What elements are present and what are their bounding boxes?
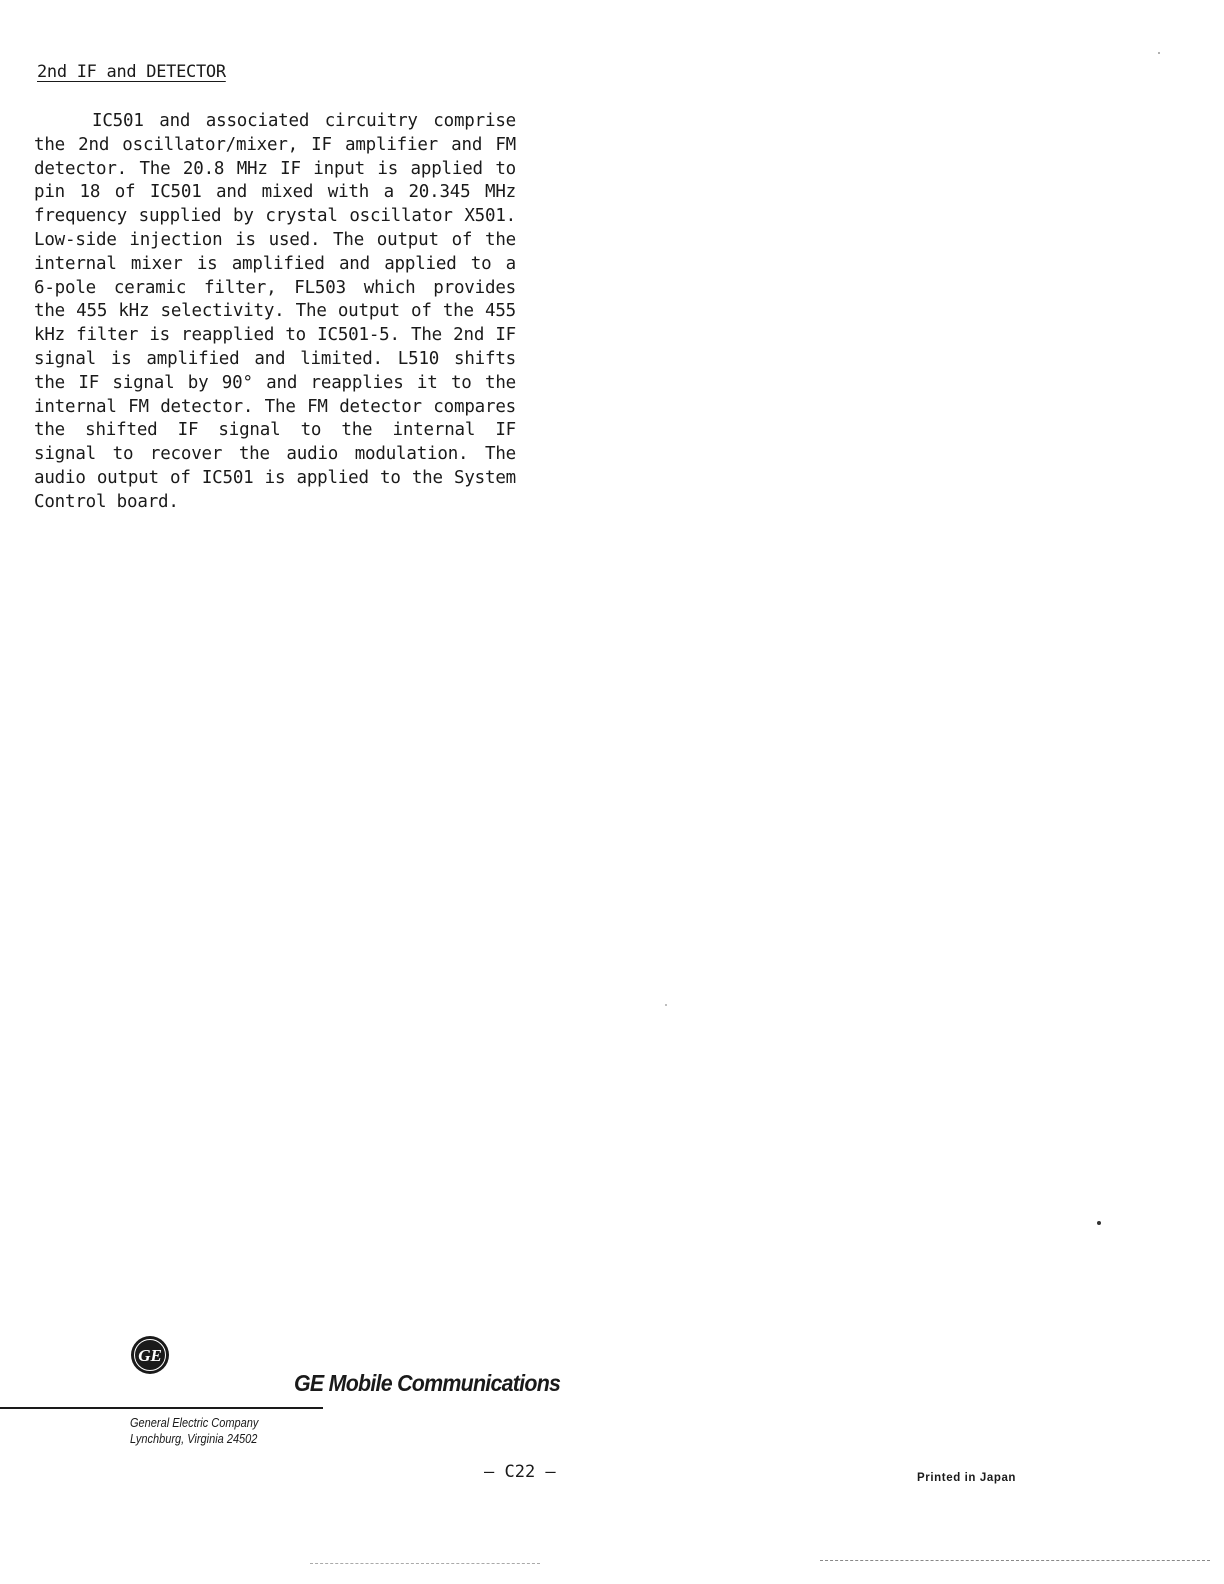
section-heading: 2nd IF and DETECTOR [37,62,226,82]
scan-speck [1158,52,1160,54]
brand-name: GE Mobile Communications [294,1370,561,1396]
page-number: – C22 – [484,1462,556,1482]
company-name: General Electric Company [130,1416,259,1430]
printed-in-label: Printed in Japan [917,1472,1017,1484]
section-body-text: IC501 and associated circuitry comprise the 2nd oscillator/mixer, IF amplifier and FM detector. The 20.8 MHz IF input is applied to pin 18 of IC501 and mixed with a 20.345 MHz frequency supplied by crystal oscillator X501. Low-side injection is used. The output of the internal mixer is amplified and applied to a 6-pole ceramic filter, FL503 which provides the 455 kHz selectivity. The output of the 455 kHz filter is reapplied to IC501-5. The 2nd IF signal is amplified and limited. L510 shifts the IF signal by 90° and reapplies it to the internal FM detector. The FM detector compares the shifted IF signal to the internal IF signal to recover the audio modulation. The audio output of IC501 is applied to the System Control board. [34,111,516,512]
company-location: Lynchburg, Virginia 24502 [130,1432,258,1446]
scan-artifact-line [310,1563,540,1564]
ge-logo-icon [130,1335,170,1375]
scan-speck [1097,1221,1101,1225]
company-address [130,1415,258,1447]
ge-logo-text: GE [138,1346,162,1365]
scan-artifact-line [820,1560,1210,1561]
footer-rule [0,1407,323,1409]
scan-speck [665,1004,667,1006]
